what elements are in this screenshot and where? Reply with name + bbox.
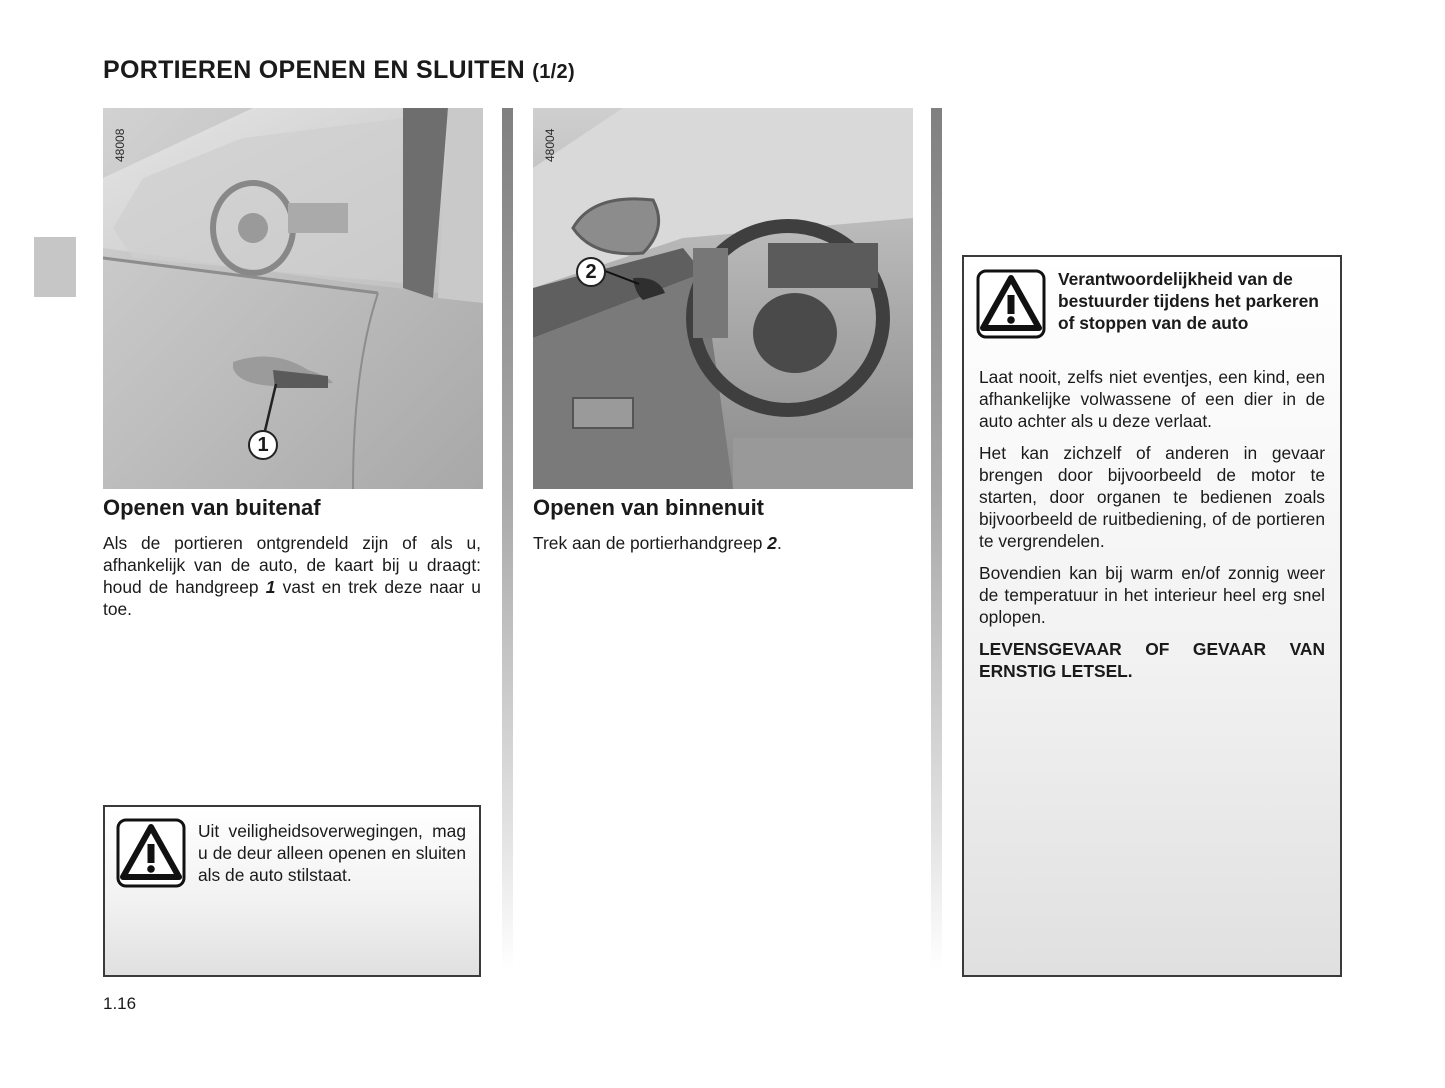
text-open-from-inside <box>533 532 911 554</box>
warning-paragraph: Laat nooit, zelfs niet eventjes, een kind, een afhankelijke volwassene of een dier in de auto achter als u deze verlaat. <box>979 367 1325 431</box>
handle-reference: 1 <box>265 577 276 597</box>
warning-emphasis: LEVENSGEVAAR OF GEVAAR VAN ERNSTIG LETSEL. <box>979 639 1325 681</box>
text-open-from-inside-start: Trek aan de portierhandgreep <box>533 533 768 553</box>
column-divider-right <box>931 108 942 970</box>
safety-warning-text: Uit veiligheidsoverwegingen, mag u de deur alleen openen en sluiten als de auto stilstaat. <box>198 821 466 885</box>
warning-title: Verantwoordelijkheid van de bestuurder tijdens het parkeren of stoppen van de auto <box>1058 269 1319 333</box>
chapter-tab <box>34 237 76 297</box>
handle-reference: 2 <box>767 533 777 553</box>
warning-paragraph: Het kan zichzelf of anderen in gevaar brengen door bijvoorbeeld de motor te starten, door organen te bedienen zoals bijvoorbeeld de ruitbediening, of de portieren te vergrendelen. <box>979 443 1325 551</box>
warning-body <box>979 366 1325 692</box>
figure-interior-door-handle <box>533 108 913 489</box>
safety-warning-box <box>103 805 481 977</box>
page-title-text: PORTIEREN OPENEN EN SLUITEN <box>103 56 526 84</box>
page-title <box>103 56 575 85</box>
callout-number-2: 2 <box>585 261 597 283</box>
text-open-from-outside-start: Als de portieren ontgrendeld zijn of als u, afhankelijk van de auto, de kaart bij u draagt: houd de handgreep <box>103 533 481 597</box>
figure-exterior-door-handle <box>103 108 483 489</box>
figure-reference-id: 48004 <box>543 128 557 162</box>
text-open-from-inside-end: . <box>776 533 782 553</box>
callout-number-1: 1 <box>257 434 269 456</box>
page-part-indicator: (1/2) <box>532 61 575 83</box>
text-open-from-outside-end: vast en trek deze naar u toe. <box>103 577 481 619</box>
warning-triangle-icon <box>116 818 186 888</box>
warning-paragraph: Bovendien kan bij warm en/of zonnig weer de temperatuur in het interieur heel erg snel oplopen. <box>979 563 1325 627</box>
figure-reference-id: 48008 <box>113 128 127 162</box>
interior-door-illustration <box>533 108 913 489</box>
warning-triangle-icon <box>976 269 1046 339</box>
column-divider-left <box>502 108 513 970</box>
exterior-door-illustration <box>103 108 483 489</box>
text-open-from-outside <box>103 532 481 620</box>
heading-open-from-inside: Openen van binnenuit <box>533 495 765 520</box>
page-number: 1.16 <box>103 994 137 1013</box>
heading-open-from-outside: Openen van buitenaf <box>103 495 321 520</box>
driver-responsibility-warning <box>962 255 1342 977</box>
